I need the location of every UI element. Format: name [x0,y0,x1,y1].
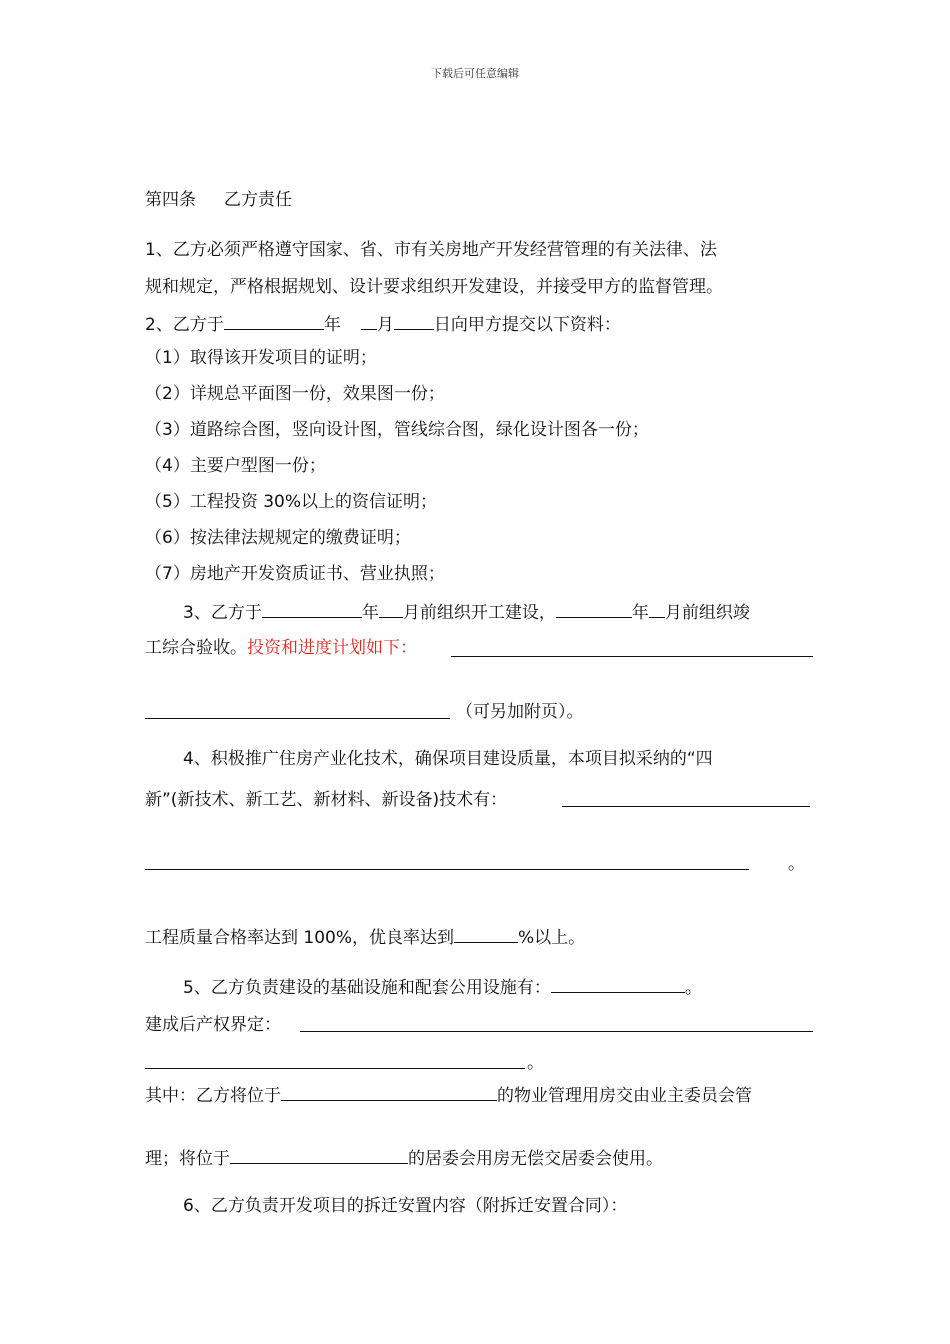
clause2-suffix: 日向甲方提交以下资料： [433,315,621,335]
clause3-acceptance: 工综合验收。 [145,638,247,658]
clause5-prefix: 5、乙方负责建设的基础设施和配套公用设施有： [183,978,551,998]
clause2-item-5: （5）工程投资 30%以上的资信证明； [145,492,438,512]
facilities-blank[interactable] [551,974,685,993]
clause3-line2 [145,636,417,660]
clause2-heading [145,311,621,337]
clause3-end: 月前组织竣 [664,603,750,623]
quality-prefix: 工程质量合格率达到 100%，优良率达到 [145,928,455,948]
property-line1 [145,1082,752,1108]
article-title [145,188,292,212]
day-blank[interactable] [394,311,434,330]
investment-plan-blank[interactable] [451,656,813,657]
clause2-month: 月 [376,315,394,335]
clause2-year: 年 [323,315,341,335]
ownership-blank[interactable] [300,1031,813,1032]
property-room-location-blank[interactable] [281,1082,497,1101]
clause3-year2: 年 [631,603,649,623]
clause2-item-6: （6）按法律法规规定的缴费证明； [145,528,411,548]
excellent-rate-blank[interactable] [454,924,518,943]
investment-plan-label: 投资和进度计划如下： [247,638,417,658]
ownership-period: 。 [527,1053,544,1073]
article-number: 第四条 [145,190,196,210]
article-name: 乙方责任 [224,190,292,210]
ownership-blank-2[interactable] [145,1068,525,1069]
clause2-prefix: 2、乙方于 [145,315,224,335]
among-suffix: 的物业管理用房交由业主委员会管 [497,1086,752,1106]
start-month-blank[interactable] [379,599,403,618]
clause2-item-7: （7）房地产开发资质证书、营业执照； [145,564,445,584]
clause1-line1: 1、乙方必须严格遵守国家、省、市有关房地产开发经营管理的有关法律、法 [145,240,717,260]
clause6-line: 6、乙方负责开发项目的拆迁安置内容（附拆迁安置合同）： [183,1196,628,1216]
line2-prefix: 理；将位于 [145,1149,230,1169]
month-blank[interactable] [361,311,377,330]
clause5-period: 。 [684,978,702,998]
tech-blank[interactable] [562,806,810,807]
quality-line [145,924,585,950]
clause2-item-3: （3）道路综合图，竖向设计图，管线综合图，绿化设计图各一份； [145,420,649,440]
clause4-line2: 新”(新技术、新工艺、新材料、新设备)技术有： [145,790,508,810]
tech-blank-2[interactable] [145,869,749,870]
clause3-year1: 年 [361,603,379,623]
ownership-label: 建成后产权界定： [145,1015,281,1035]
start-year-blank[interactable] [262,599,362,618]
clause4-line1: 4、积极推广住房产业化技术，确保项目建设质量，本项目拟采纳的“四 [183,749,713,769]
clause5-line1 [183,974,702,1000]
clause1-line2: 规和规定，严格根据规划、设计要求组织开发建设，并接受甲方的监督管理。 [145,277,723,297]
among-prefix: 其中：乙方将位于 [145,1086,281,1106]
attach-note: （可另加附页）。 [456,702,584,722]
finish-month-blank[interactable] [649,599,665,618]
investment-plan-blank-2[interactable] [145,718,450,719]
page-header-note: 下载后可任意编辑 [431,67,519,80]
clause4-period: 。 [788,854,805,874]
property-line2 [145,1145,663,1171]
clause2-item-1: （1）取得该开发项目的证明； [145,348,377,368]
line2-suffix: 的居委会用房无偿交居委会使用。 [408,1149,663,1169]
committee-room-location-blank[interactable] [230,1145,408,1164]
quality-suffix: %以上。 [518,928,586,948]
clause2-item-2: （2）详规总平面图一份，效果图一份； [145,384,445,404]
year-blank[interactable] [224,311,324,330]
clause3-line1 [183,599,750,625]
finish-year-blank[interactable] [556,599,632,618]
clause3-prefix: 3、乙方于 [183,603,262,623]
clause3-mid: 月前组织开工建设， [402,603,556,623]
clause2-item-4: （4）主要户型图一份； [145,456,326,476]
